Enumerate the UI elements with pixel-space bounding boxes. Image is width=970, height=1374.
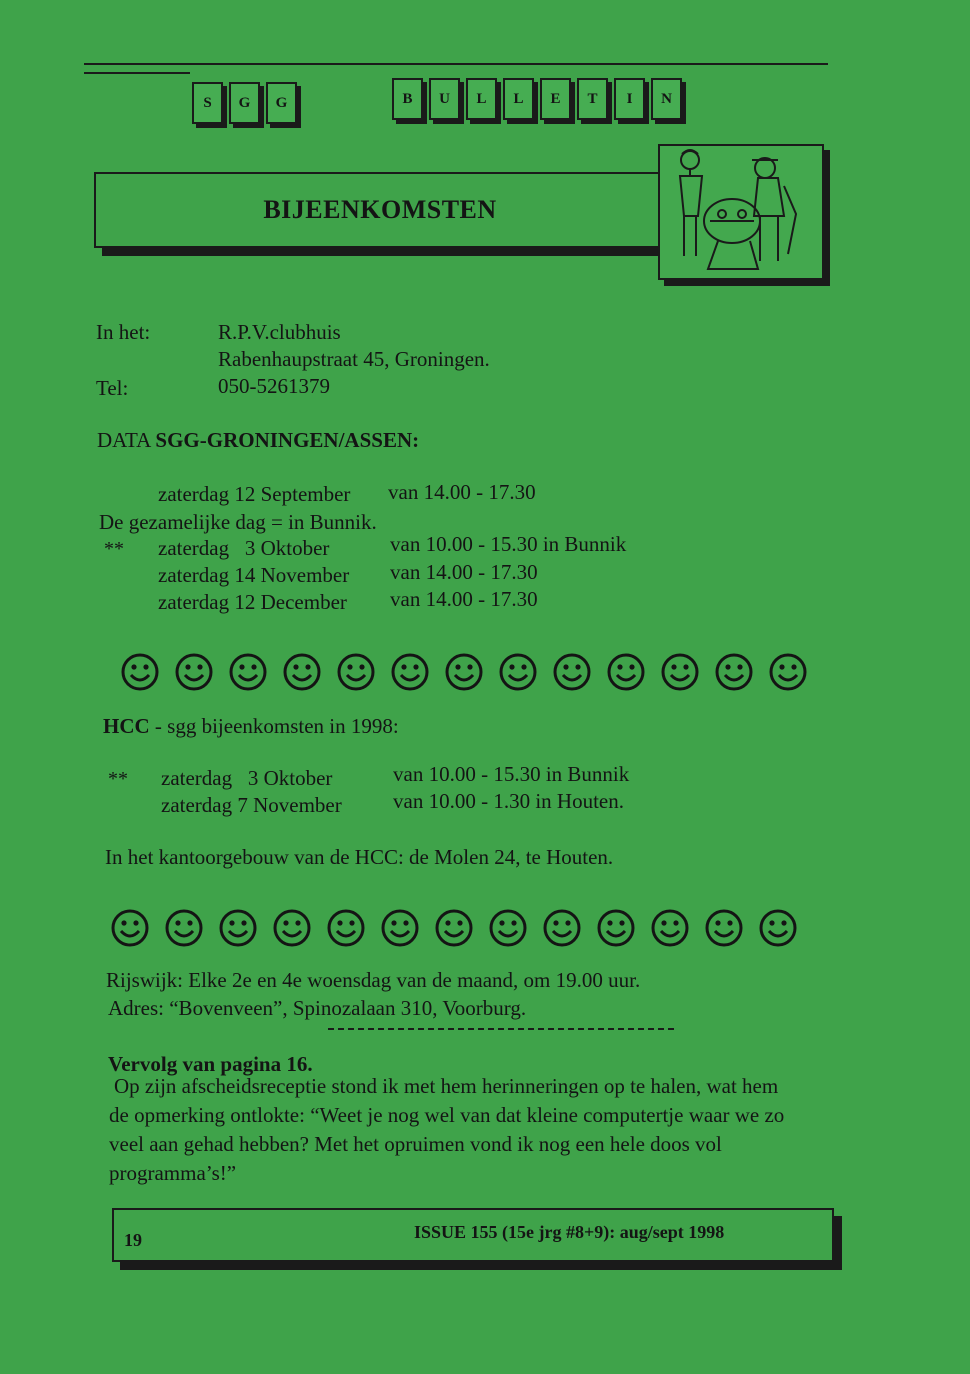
date-row-time: van 14.00 - 17.30: [390, 587, 538, 611]
smiley-icon: [596, 908, 636, 953]
marker-stars: **: [104, 538, 124, 560]
data-heading-prefix: DATA: [97, 428, 156, 452]
tel-label: Tel:: [96, 376, 129, 400]
hcc-heading-bold: HCC: [103, 714, 150, 738]
smiley-icon: [434, 908, 474, 953]
letter-tile: L: [503, 78, 534, 120]
hcc-row-time: van 10.00 - 15.30 in Bunnik: [393, 762, 630, 786]
smiley-icon: [390, 652, 430, 697]
letter-tile: T: [577, 78, 608, 120]
first-date: zaterdag 12 September: [158, 482, 351, 506]
smiley-icon: [650, 908, 690, 953]
gezamelijke-note: De gezamelijke dag = in Bunnik.: [99, 510, 377, 534]
date-row-date: zaterdag 3 Oktober: [158, 536, 330, 560]
smiley-icon: [336, 652, 376, 697]
date-row-time: van 14.00 - 17.30: [390, 560, 538, 584]
smiley-icon: [704, 908, 744, 953]
footer-box: [112, 1208, 834, 1262]
date-row-date: zaterdag 14 November: [158, 563, 350, 587]
hcc-heading: [103, 714, 399, 739]
smiley-row: [110, 908, 798, 953]
smiley-icon: [326, 908, 366, 953]
letter-tile: N: [651, 78, 682, 120]
letter-tile: L: [466, 78, 497, 120]
people-at-computer-icon: [660, 146, 822, 278]
cartoon-illustration: [658, 144, 824, 280]
letter-tile: E: [540, 78, 571, 120]
hcc-heading-rest: - sgg bijeenkomsten in 1998:: [149, 714, 399, 738]
letter-tile: I: [614, 78, 645, 120]
vervolg-line: Op zijn afscheidsreceptie stond ik met hem herinneringen op te halen, wat hem: [114, 1074, 779, 1098]
hcc-location: In het kantoorgebouw van de HCC: de Molen 24, te Houten.: [105, 845, 614, 869]
smiley-row: [120, 652, 808, 697]
smiley-icon: [714, 652, 754, 697]
smiley-icon: [488, 908, 528, 953]
in-het-label: In het:: [96, 320, 151, 344]
smiley-icon: [552, 652, 592, 697]
smiley-icon: [120, 652, 160, 697]
vervolg-line: programma’s!”: [109, 1161, 237, 1185]
first-time: van 14.00 - 17.30: [388, 480, 536, 504]
letter-tile: U: [429, 78, 460, 120]
smiley-icon: [444, 652, 484, 697]
venue-name: R.P.V.clubhuis: [218, 320, 341, 344]
date-row-time: van 10.00 - 15.30 in Bunnik: [390, 532, 627, 556]
letter-tile: S: [192, 82, 223, 124]
smiley-icon: [758, 908, 798, 953]
venue-address: Rabenhaupstraat 45, Groningen.: [218, 347, 490, 371]
hcc-row-date: zaterdag 3 Oktober: [161, 766, 333, 790]
page-title: BIJEENKOMSTEN: [263, 195, 497, 224]
tel-number: 050-5261379: [218, 374, 330, 398]
smiley-icon: [174, 652, 214, 697]
smiley-icon: [498, 652, 538, 697]
sgg-tiles: [192, 82, 297, 124]
smiley-icon: [768, 652, 808, 697]
letter-tile: G: [229, 82, 260, 124]
data-heading-bold: SGG-GRONINGEN/ASSEN:: [155, 428, 420, 452]
page-number: 19: [124, 1230, 142, 1250]
smiley-icon: [164, 908, 204, 953]
smiley-icon: [542, 908, 582, 953]
smiley-icon: [218, 908, 258, 953]
issue-label: ISSUE 155 (15e jrg #8+9): aug/sept 1998: [414, 1222, 725, 1242]
date-row-date: zaterdag 12 December: [158, 590, 347, 614]
hcc-row-time: van 10.00 - 1.30 in Houten.: [393, 789, 624, 813]
smiley-icon: [228, 652, 268, 697]
letter-tile: G: [266, 82, 297, 124]
data-heading: [97, 428, 419, 453]
rijswijk-address: Adres: “Bovenveen”, Spinozalaan 310, Voorburg.: [108, 996, 527, 1020]
vervolg-line: veel aan gehad hebben? Met het opruimen vond ik nog een hele doos vol: [109, 1132, 722, 1156]
smiley-icon: [272, 908, 312, 953]
title-box: [94, 172, 666, 248]
marker-stars: **: [108, 768, 128, 790]
smiley-icon: [380, 908, 420, 953]
header-rule: [84, 63, 828, 65]
smiley-icon: [660, 652, 700, 697]
smiley-icon: [606, 652, 646, 697]
vervolg-heading: Vervolg van pagina 16.: [108, 1052, 313, 1076]
vervolg-line: de opmerking ontlokte: “Weet je nog wel van dat kleine computertje waar we zo: [109, 1103, 785, 1127]
smiley-icon: [110, 908, 150, 953]
hcc-row-date: zaterdag 7 November: [161, 793, 342, 817]
letter-tile: B: [392, 78, 423, 120]
smiley-icon: [282, 652, 322, 697]
rijswijk-line: Rijswijk: Elke 2e en 4e woensdag van de maand, om 19.00 uur.: [106, 968, 641, 992]
dashed-divider: [328, 1028, 674, 1030]
bulletin-tiles: [392, 78, 682, 120]
header-rule-left-drop: [84, 72, 190, 74]
